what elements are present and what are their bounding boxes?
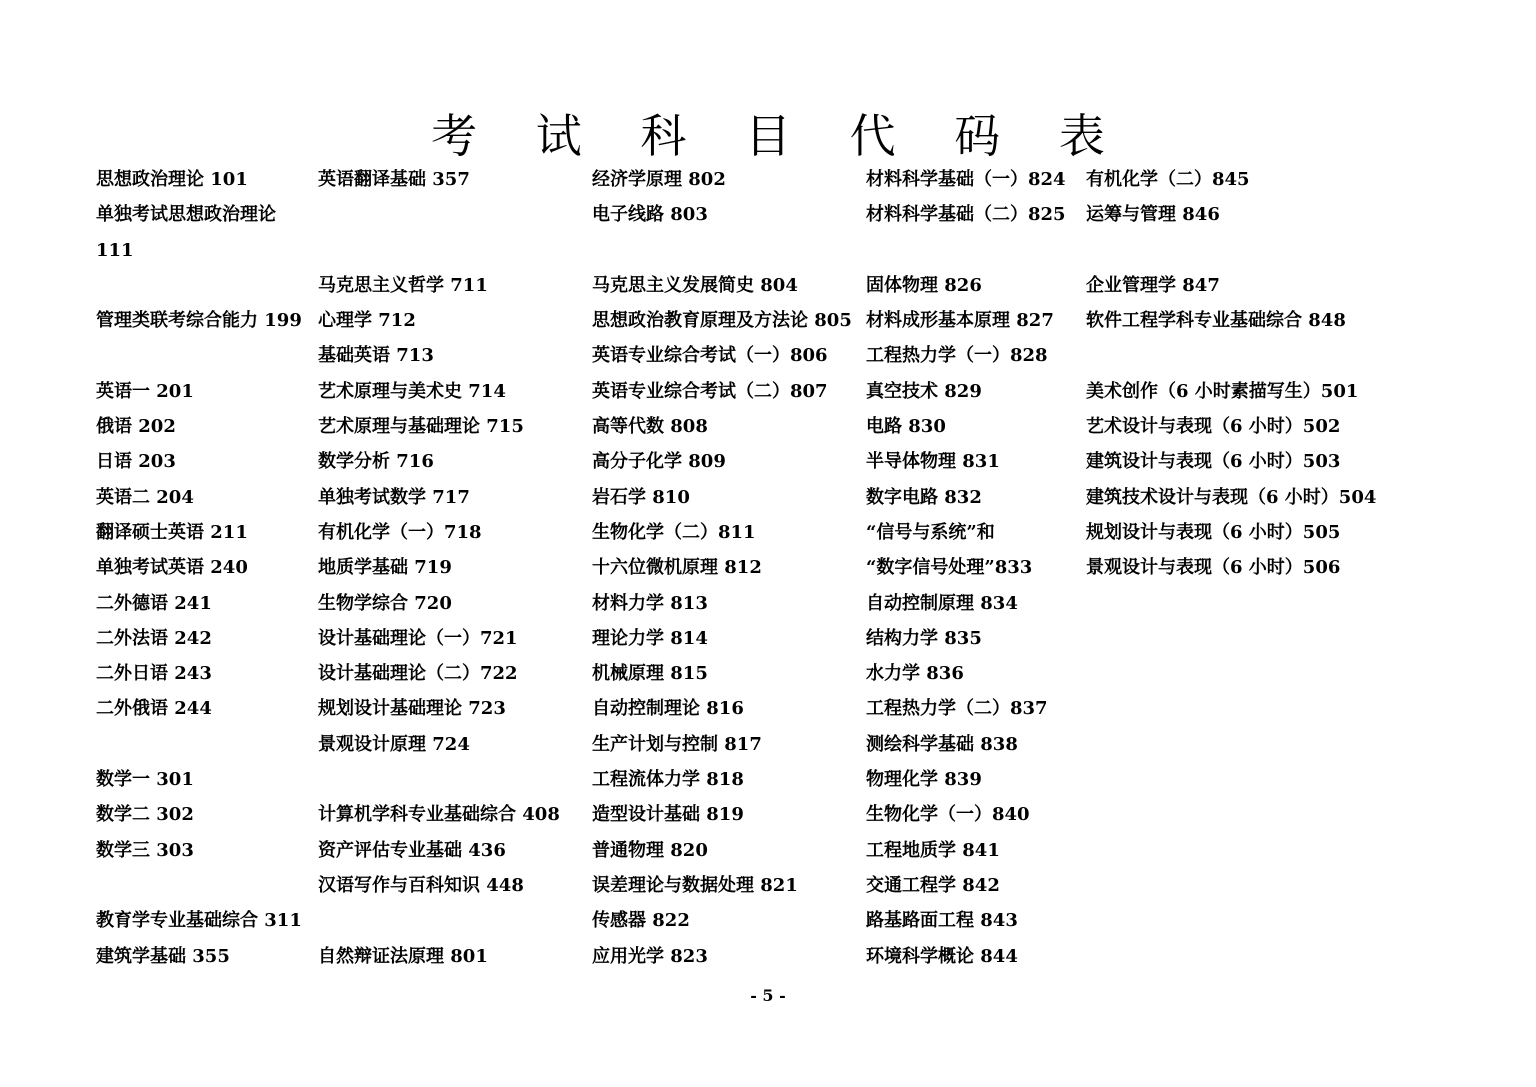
subject-entry: 翻译硕士英语 211 (96, 521, 248, 543)
subject-entry: 造型设计基础 819 (592, 804, 744, 826)
subject-entry: 普通物理 820 (592, 839, 708, 861)
subject-entry: 有机化学（一）718 (318, 521, 482, 543)
subject-entry: 应用光学 823 (592, 945, 708, 967)
subject-entry: 计算机学科专业基础综合 408 (318, 804, 560, 826)
subject-entry: 半导体物理 831 (866, 451, 1000, 473)
blank-row (592, 233, 862, 268)
subject-entry: 材料成形基本原理 827 (866, 310, 1054, 332)
subject-entry: 思想政治教育原理及方法论 805 (592, 310, 852, 332)
subject-entry: 工程热力学（二）837 (866, 698, 1048, 720)
subject-entry: 交通工程学 842 (866, 874, 1000, 896)
subject-column-3 (592, 162, 862, 974)
subject-entry: 生物化学（一）840 (866, 804, 1030, 826)
subject-entry: 自动控制理论 816 (592, 698, 744, 720)
subject-entry: 环境科学概论 844 (866, 945, 1018, 967)
subject-entry: 自动控制原理 834 (866, 592, 1018, 614)
subject-entry: 运筹与管理 846 (1086, 204, 1220, 226)
subject-entry: 地质学基础 719 (318, 557, 452, 579)
subject-entry: 英语一 201 (96, 380, 194, 402)
blank-row (318, 762, 588, 797)
subject-column-2 (318, 162, 588, 974)
subject-entry: 心理学 712 (318, 310, 416, 332)
subject-entry: 传感器 822 (592, 910, 690, 932)
subject-entry: 材料力学 813 (592, 592, 708, 614)
subject-entry: 马克思主义发展简史 804 (592, 274, 798, 296)
subject-entry: 二外俄语 244 (96, 698, 212, 720)
subject-entry: 理论力学 814 (592, 627, 708, 649)
subject-entry: 电路 830 (866, 416, 946, 438)
subject-column-4 (866, 162, 1082, 974)
subject-entry: 真空技术 829 (866, 380, 982, 402)
subject-entry: 自然辩证法原理 801 (318, 945, 488, 967)
subject-entry: 数学三 303 (96, 839, 194, 861)
subject-entry: 数字电路 832 (866, 486, 982, 508)
subject-entry-line: 111 (96, 239, 134, 261)
subject-entry: 美术创作（6 小时素描写生）501 (1086, 380, 1359, 402)
subject-entry: 景观设计与表现（6 小时）506 (1086, 557, 1341, 579)
subject-entry: 高等代数 808 (592, 416, 708, 438)
subject-entry: 思想政治理论 101 (96, 169, 248, 190)
blank-row (318, 233, 588, 268)
blank-row (96, 868, 314, 903)
subject-column-1 (96, 162, 314, 974)
subject-entry: 汉语写作与百科知识 448 (318, 874, 524, 896)
subject-entry: 数学二 302 (96, 804, 194, 826)
subject-entry: 工程地质学 841 (866, 839, 1000, 861)
subject-column-5 (1086, 162, 1406, 586)
subject-entry: 材料科学基础（二）825 (866, 204, 1066, 226)
subject-entry: 软件工程学科专业基础综合 848 (1086, 310, 1346, 332)
subject-entry: “信号与系统”和 (866, 521, 995, 543)
subject-entry: 建筑技术设计与表现（6 小时）504 (1086, 486, 1377, 508)
subject-entry: 机械原理 815 (592, 663, 708, 685)
subject-entry: 设计基础理论（一）721 (318, 627, 518, 649)
subject-entry: 艺术原理与美术史 714 (318, 380, 506, 402)
subject-entry: 工程热力学（一）828 (866, 345, 1048, 367)
subject-entry: 结构力学 835 (866, 627, 982, 649)
subject-entry: 物理化学 839 (866, 769, 982, 791)
blank-row (96, 338, 314, 373)
subject-entry: 路基路面工程 843 (866, 910, 1018, 932)
subject-entry: 景观设计原理 724 (318, 733, 470, 755)
blank-row (318, 903, 588, 938)
subject-entry: 高分子化学 809 (592, 451, 726, 473)
subject-entry (96, 197, 314, 268)
subject-entry: 英语专业综合考试（一）806 (592, 345, 828, 367)
subject-entry: 英语专业综合考试（二）807 (592, 380, 828, 402)
subject-entry: 水力学 836 (866, 663, 964, 685)
subject-entry: 测绘科学基础 838 (866, 733, 1018, 755)
subject-entry: 俄语 202 (96, 416, 176, 438)
subject-entry: 工程流体力学 818 (592, 769, 744, 791)
subject-entry: 数学分析 716 (318, 451, 434, 473)
subject-entry: 有机化学（二）845 (1086, 169, 1250, 190)
subject-entry: 经济学原理 802 (592, 169, 726, 190)
subject-entry: “数字信号处理”833 (866, 557, 1033, 579)
subject-entry: 材料科学基础（一）824 (866, 169, 1066, 190)
subject-entry: 建筑学基础 355 (96, 945, 230, 967)
subject-entry: 艺术设计与表现（6 小时）502 (1086, 416, 1341, 438)
subject-entry: 生物化学（二）811 (592, 521, 756, 543)
subject-entry: 电子线路 803 (592, 204, 708, 226)
subject-entry: 资产评估专业基础 436 (318, 839, 506, 861)
subject-entry: 艺术原理与基础理论 715 (318, 416, 524, 438)
subject-entry: 规划设计基础理论 723 (318, 698, 506, 720)
blank-row (96, 268, 314, 303)
subject-entry: 英语二 204 (96, 486, 194, 508)
subject-entry: 建筑设计与表现（6 小时）503 (1086, 451, 1341, 473)
subject-entry: 十六位微机原理 812 (592, 557, 762, 579)
subject-entry: 二外日语 243 (96, 663, 212, 685)
subject-entry-line: 单独考试思想政治理论 (96, 204, 276, 226)
blank-row (1086, 338, 1406, 373)
page-title: 考 试 科 目 代 码 表 (431, 109, 1127, 163)
subject-entry: 误差理论与数据处理 821 (592, 874, 798, 896)
subject-entry: 教育学专业基础综合 311 (96, 910, 302, 932)
subject-entry: 基础英语 713 (318, 345, 434, 367)
blank-row (866, 233, 1082, 268)
subject-entry: 英语翻译基础 357 (318, 169, 470, 190)
subject-entry: 岩石学 810 (592, 486, 690, 508)
page-number: - 5 - (750, 986, 786, 1005)
subject-entry: 二外德语 241 (96, 592, 212, 614)
subject-entry: 生物学综合 720 (318, 592, 452, 614)
subject-entry: 马克思主义哲学 711 (318, 274, 488, 296)
blank-row (1086, 233, 1406, 268)
subject-entry: 日语 203 (96, 451, 176, 473)
blank-row (318, 197, 588, 232)
subject-entry: 企业管理学 847 (1086, 274, 1220, 296)
subject-entry: 数学一 301 (96, 769, 194, 791)
subject-entry: 规划设计与表现（6 小时）505 (1086, 521, 1341, 543)
subject-entry: 固体物理 826 (866, 274, 982, 296)
blank-row (96, 727, 314, 762)
subject-entry: 单独考试数学 717 (318, 486, 470, 508)
subject-entry: 生产计划与控制 817 (592, 733, 762, 755)
subject-entry: 管理类联考综合能力 199 (96, 310, 302, 332)
subject-entry: 单独考试英语 240 (96, 557, 248, 579)
subject-entry: 二外法语 242 (96, 627, 212, 649)
subject-entry: 设计基础理论（二）722 (318, 663, 518, 685)
